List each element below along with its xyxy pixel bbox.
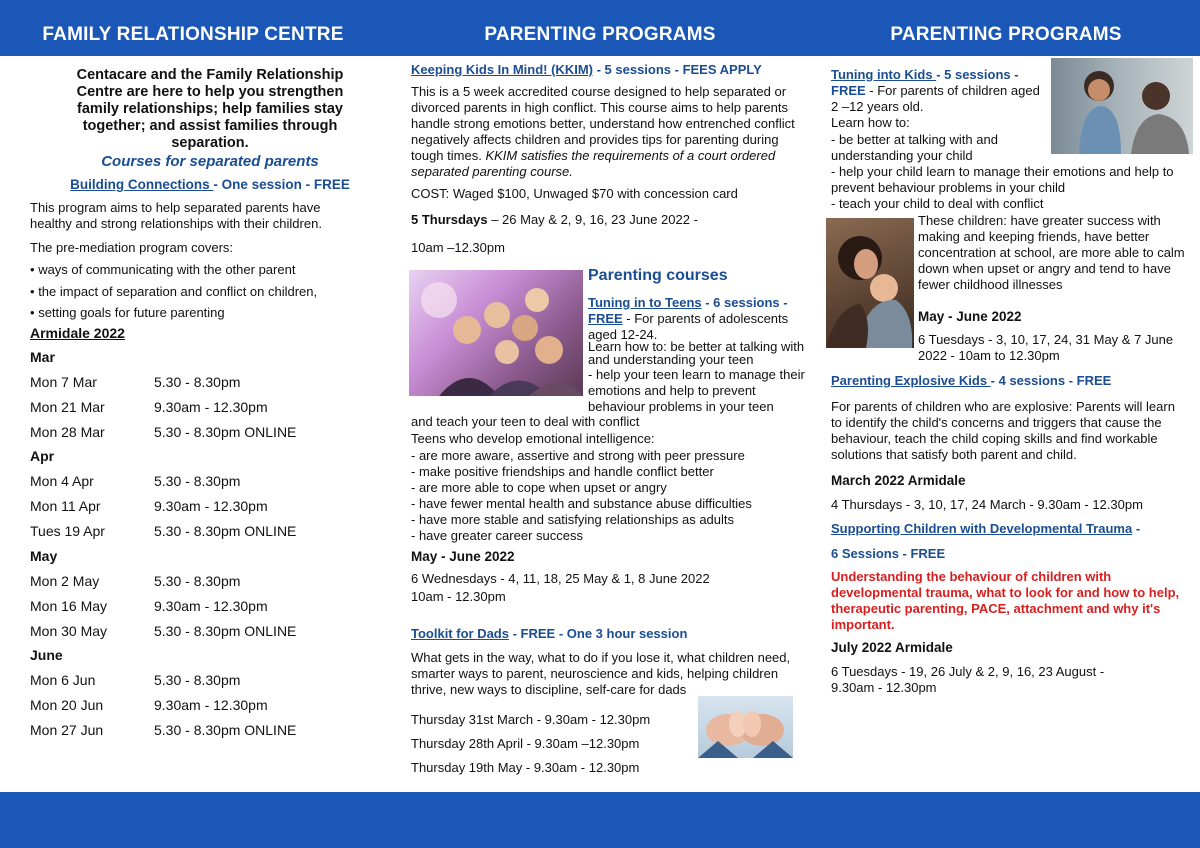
month-heading: May (30, 548, 58, 564)
mother-child-photo (826, 218, 914, 348)
teens-heading: Tuning in to Teens - 6 sessions - FREE - For parents of adolescents aged 12-24. (588, 295, 789, 342)
bullet-item: • setting goals for future parenting (30, 305, 225, 320)
bullet-icon: • (30, 305, 35, 320)
building-connections-heading (30, 177, 390, 193)
dads-session: Thursday 19th May - 9.30am - 12.30pm (411, 760, 640, 775)
teens-when: May - June 2022 (411, 549, 515, 564)
bullet-icon: • (30, 262, 35, 277)
trauma-title[interactable]: Supporting Children with Developmental Trauma (831, 521, 1133, 536)
month-heading: Mar (30, 349, 55, 365)
teens-learn: Learn how to: be better at talking with and understanding your teen (588, 339, 805, 367)
teens-selfie-photo (409, 270, 583, 396)
intro-text: Centacare and the Family Relationship Centre are here to help you strengthen family relationships; help families stay together; and assist families through separation. (76, 67, 344, 151)
month-heading: Apr (30, 448, 55, 464)
kids-when: May - June 2022 (918, 309, 1022, 324)
pre-mediation-intro: The pre-mediation program covers: (30, 240, 234, 255)
kids-heading: Tuning into Kids - 5 sessions - FREE - For parents of children aged 2 –12 years old. (831, 67, 1040, 114)
bullet-item: • the impact of separation and conflict on children, (30, 284, 318, 299)
teens-dates: 6 Wednesdays - 4, 11, 18, 25 May & 1, 8 June 2022 (411, 571, 710, 586)
kids-list-item: - be better at talking with and understanding your child (831, 132, 998, 163)
teens-ei-intro: Teens who develop emotional intelligence: (411, 431, 655, 446)
kids-learn: Learn how to: (831, 115, 910, 130)
dads-heading: Toolkit for Dads - FREE - One 3 hour session (411, 626, 688, 641)
header-parenting-programs-2: PARENTING PROGRAMS (890, 24, 1122, 45)
explosive-when: March 2022 Armidale (831, 473, 966, 488)
trauma-tag: 6 Sessions - FREE (831, 546, 946, 561)
header-parenting-programs-1: PARENTING PROGRAMS (484, 24, 716, 45)
kkim-description: This is a 5 week accredited course designed to help separated or divorced parents in high conflict. This course aims to help parents handle strong emotions better, understand how entrenched conflict negatively affects children and provides tips for parenting during tough times. KKIM satisfies the requirements of a court ordered separated parenting course. (411, 84, 795, 179)
explosive-dates: 4 Thursdays - 3, 10, 17, 24 March - 9.30am - 12.30pm (831, 497, 1143, 512)
father-child-photo (1051, 58, 1193, 154)
building-connections-title[interactable]: Building Connections (70, 177, 214, 192)
kkim-dates: 5 Thursdays – 26 May & 2, 9, 16, 23 June 2022 - (411, 212, 698, 227)
explosive-heading: Parenting Explosive Kids - 4 sessions - FREE (831, 373, 1112, 388)
explosive-description: For parents of children who are explosive: Parents will learn to identify the child's concerns and triggers that cause the behaviour, teach the child coping skills and find workable solutions that satisfy both parent and child. (831, 399, 1175, 462)
dads-title[interactable]: Toolkit for Dads (411, 626, 509, 641)
baby-feet-photo (698, 696, 793, 758)
teens-title[interactable]: Tuning in to Teens (588, 295, 702, 310)
teens-time: 10am - 12.30pm (411, 589, 506, 604)
kids-benefit: These children: have greater success with making and keeping friends, have better concentration at school, are more able to calm down when upset or angry and tend to have fewer childhood illnesses (918, 213, 1185, 292)
kkim-title[interactable]: Keeping Kids In Mind! (KKIM) (411, 62, 593, 77)
building-connections-tag: - One session - FREE (213, 177, 350, 192)
kkim-tag: - 5 sessions - FEES APPLY (592, 62, 762, 77)
parenting-courses-heading: Parenting courses (588, 267, 728, 284)
bullet-icon: • (30, 284, 35, 299)
trauma-when: July 2022 Armidale (831, 640, 953, 655)
trauma-description: Understanding the behaviour of children with developmental trauma, what to look for and how to help, therapeutic parenting, PACE, attachment and why it's important. (831, 569, 1180, 632)
building-connections-description: This program aims to help separated parents have healthy and strong relationships with their children. (30, 200, 322, 231)
dads-description: What gets in the way, what to do if you lose it, what children need, smarter ways to parent, neuroscience and kids, helping children thrive, new ways to discipline, self-care for dads (411, 650, 791, 697)
courses-subtitle: Courses for separated parents (101, 153, 319, 170)
month-heading: June (30, 647, 63, 663)
kkim-heading (411, 62, 811, 78)
teens-help-cont: and teach your teen to deal with conflict (411, 414, 640, 429)
kids-list-item: - teach your child to deal with conflict (831, 196, 1044, 211)
kids-title[interactable]: Tuning into Kids (831, 67, 937, 82)
kkim-cost: COST: Waged $100, Unwaged $70 with concession card (411, 186, 738, 201)
dads-session: Thursday 31st March - 9.30am - 12.30pm (411, 712, 651, 727)
kids-dates: 6 Tuesdays - 3, 10, 17, 24, 31 May & 7 June 2022 - 10am to 12.30pm (918, 332, 1174, 363)
dads-session: Thursday 28th April - 9.30am –12.30pm (411, 736, 640, 751)
kids-list-item: - help your child learn to manage their emotions and help to prevent behaviour problems in your child (831, 164, 1174, 195)
teens-free-link[interactable]: FREE (588, 311, 623, 326)
teens-ei-list: - are more aware, assertive and strong with peer pressure - make positive friendships and handle conflict better - are more able to cope when upset or angry - have fewer mental health and substance abuse difficulties - have more stable and satisfying relationships as adults - have greater career success (411, 448, 752, 543)
bullet-item: • ways of communicating with the other parent (30, 262, 296, 277)
trauma-heading: Supporting Children with Developmental Trauma - (831, 521, 1141, 536)
teens-help: - help your teen learn to manage their emotions and help to prevent behaviour problems in your teen (588, 367, 805, 414)
explosive-title[interactable]: Parenting Explosive Kids (831, 373, 991, 388)
header-family-relationship-centre: FAMILY RELATIONSHIP CENTRE (42, 24, 344, 45)
trauma-dates: 6 Tuesdays - 19, 26 July & 2, 9, 16, 23 August - 9.30am - 12.30pm (831, 664, 1105, 695)
kkim-time: 10am –12.30pm (411, 240, 505, 255)
bottom-banner (0, 792, 1200, 848)
location-heading: Armidale 2022 (30, 325, 125, 341)
